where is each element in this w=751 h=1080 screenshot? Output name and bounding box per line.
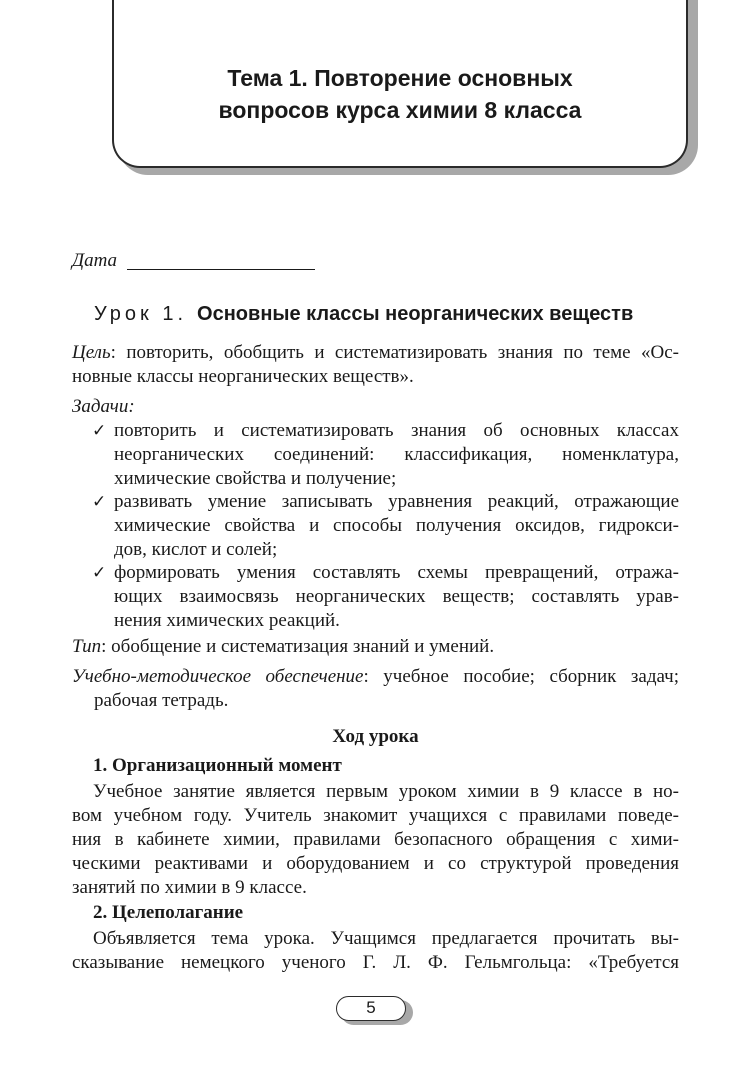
section-1-paragraph (72, 780, 679, 900)
topic-title-line-2: вопросов курса химии 8 класса (218, 97, 582, 123)
lesson-title: Основные классы неорганических веществ (197, 303, 634, 325)
section-2-heading: 2. Целеполагание (93, 902, 244, 923)
lesson-heading (94, 303, 633, 326)
support-label: Учебно-методическое обеспечение (72, 666, 364, 687)
type-text: : обобщение и систематизация знаний и умений. (101, 636, 495, 657)
section-1-heading: 1. Организационный момент (93, 755, 342, 776)
type-label: Тип (72, 636, 102, 657)
date-label: Дата (72, 250, 118, 271)
topic-title (112, 62, 688, 126)
course-heading: Ход урока (332, 726, 419, 747)
goal-line-1 (72, 341, 679, 365)
section-2-paragraph (72, 927, 679, 975)
task-3-line-1: формировать умения составлять схемы превращений, отража- (114, 562, 679, 583)
check-icon: ✓ (92, 563, 107, 583)
support-paragraph (72, 665, 679, 713)
section-2-line-1: Объявляется тема урока. Учащимся предлагается прочитать вы- (93, 928, 679, 949)
goal-paragraph (72, 341, 679, 389)
task-2-line-1: развивать умение записывать уравнения реакций, отражающие (114, 491, 679, 512)
support-line-2: рабочая тетрадь. (94, 690, 229, 711)
task-item-2 (114, 490, 679, 562)
section-1-line-2: вом учебном году. Учитель знакомит учащихся с правилами поведе- (72, 805, 679, 826)
task-item-1 (114, 419, 679, 491)
section-2-line-2: сказывание немецкого ученого Г. Л. Ф. Гельмгольца: «Требуется (72, 952, 679, 973)
tasks-label-row: Задачи: (72, 396, 135, 417)
type-line (72, 635, 494, 659)
support-line-1 (72, 665, 679, 689)
type-paragraph (72, 635, 494, 659)
task-3-line-3: нения химических реакций. (114, 610, 340, 631)
task-3-line-2: ющих взаимосвязь неорганических веществ; составлять урав- (114, 586, 679, 607)
goal-text-1: : повторить, обобщить и систематизировать знания по теме «Ос- (110, 342, 679, 363)
goal-label: Цель (72, 342, 111, 363)
section-1-line-4: ческими реактивами и оборудованием и со структурой проведения (72, 853, 679, 874)
task-1-line-3: химические свойства и получение; (114, 468, 397, 489)
section-1-line-1: Учебное занятие является первым уроком химии в 9 классе в но- (93, 781, 679, 802)
tasks-label: Задачи (72, 396, 129, 417)
support-text-1: : учебное пособие; сборник задач; (363, 666, 679, 687)
task-item-3 (114, 561, 679, 633)
date-fill-line (127, 269, 315, 270)
page-number: 5 (336, 996, 406, 1021)
task-2-line-3: дов, кислот и солей; (114, 539, 278, 560)
lesson-number: Урок 1. (94, 303, 188, 325)
section-1-line-3: ния в кабинете химии, правилами безопасного обращения с хими- (72, 829, 679, 850)
task-1-line-2: неорганических соединений: классификация, номенклатура, (114, 444, 679, 465)
section-1-line-5: занятий по химии в 9 классе. (72, 877, 307, 898)
check-icon: ✓ (92, 421, 107, 441)
check-icon: ✓ (92, 492, 107, 512)
task-1-line-1: повторить и систематизировать знания об основных классах (114, 420, 679, 441)
topic-title-line-1: Тема 1. Повторение основных (227, 65, 573, 91)
task-2-line-2: химические свойства и способы получения оксидов, гидрокси- (114, 515, 679, 536)
goal-line-2: новные классы неорганических веществ». (72, 366, 414, 387)
